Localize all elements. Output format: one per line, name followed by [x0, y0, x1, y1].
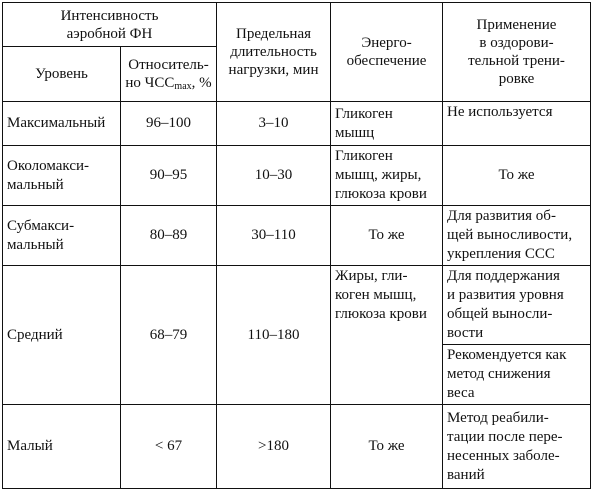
header-energy-supply: Энерго- обеспечение — [331, 3, 443, 102]
header-application: Применение в оздорови- тельной трени- ровке — [443, 3, 591, 102]
table-row — [3, 405, 591, 489]
cell-application: Для развития об- щей выносливости, укрепления ССС — [443, 206, 591, 266]
cell-level: Малый — [3, 405, 121, 489]
cell-energy: Жиры, гли- коген мышц, глюкоза крови — [331, 266, 443, 405]
cell-hr: 96–100 — [121, 102, 217, 146]
cell-energy: Гликоген мышц — [331, 102, 443, 146]
cell-hr: 68–79 — [121, 266, 217, 405]
cell-duration: 3–10 — [217, 102, 331, 146]
header-relative-hr: Относитель- но $ЧСС_{max}$, % — [121, 47, 217, 102]
cell-level: Максимальный — [3, 102, 121, 146]
header-row-1 — [3, 3, 591, 47]
cell-hr: 80–89 — [121, 206, 217, 266]
cell-application: Не используется — [443, 102, 591, 146]
cell-level: Средний — [3, 266, 121, 405]
cell-duration: >180 — [217, 405, 331, 489]
cell-application: Для поддержания и развития уровня общей выносли- вости — [443, 266, 591, 345]
cell-application: То же — [443, 146, 591, 206]
header-max-duration: Предельная длительность нагрузки, мин — [217, 3, 331, 102]
cell-application: Метод реабили- тации после пере- несенных заболе- ваний — [443, 405, 591, 489]
cell-energy: Гликоген мышц, жиры, глюкоза крови — [331, 146, 443, 206]
cell-duration: 10–30 — [217, 146, 331, 206]
cell-hr: 90–95 — [121, 146, 217, 206]
cell-duration: 30–110 — [217, 206, 331, 266]
table-row — [3, 146, 591, 206]
cell-hr: < 67 — [121, 405, 217, 489]
cell-application: Рекомендуется как метод снижения веса — [443, 345, 591, 405]
table-row — [3, 102, 591, 146]
cell-level: Околомакси- мальный — [3, 146, 121, 206]
cell-duration: 110–180 — [217, 266, 331, 405]
aerobic-intensity-table — [2, 2, 591, 489]
cell-energy: То же — [331, 206, 443, 266]
table-row — [3, 206, 591, 266]
header-level: Уровень — [3, 47, 121, 102]
header-intensity-group: Интенсивность аэробной ФН — [3, 3, 217, 47]
table-row — [3, 266, 591, 345]
cell-energy: То же — [331, 405, 443, 489]
cell-level: Субмакси- мальный — [3, 206, 121, 266]
